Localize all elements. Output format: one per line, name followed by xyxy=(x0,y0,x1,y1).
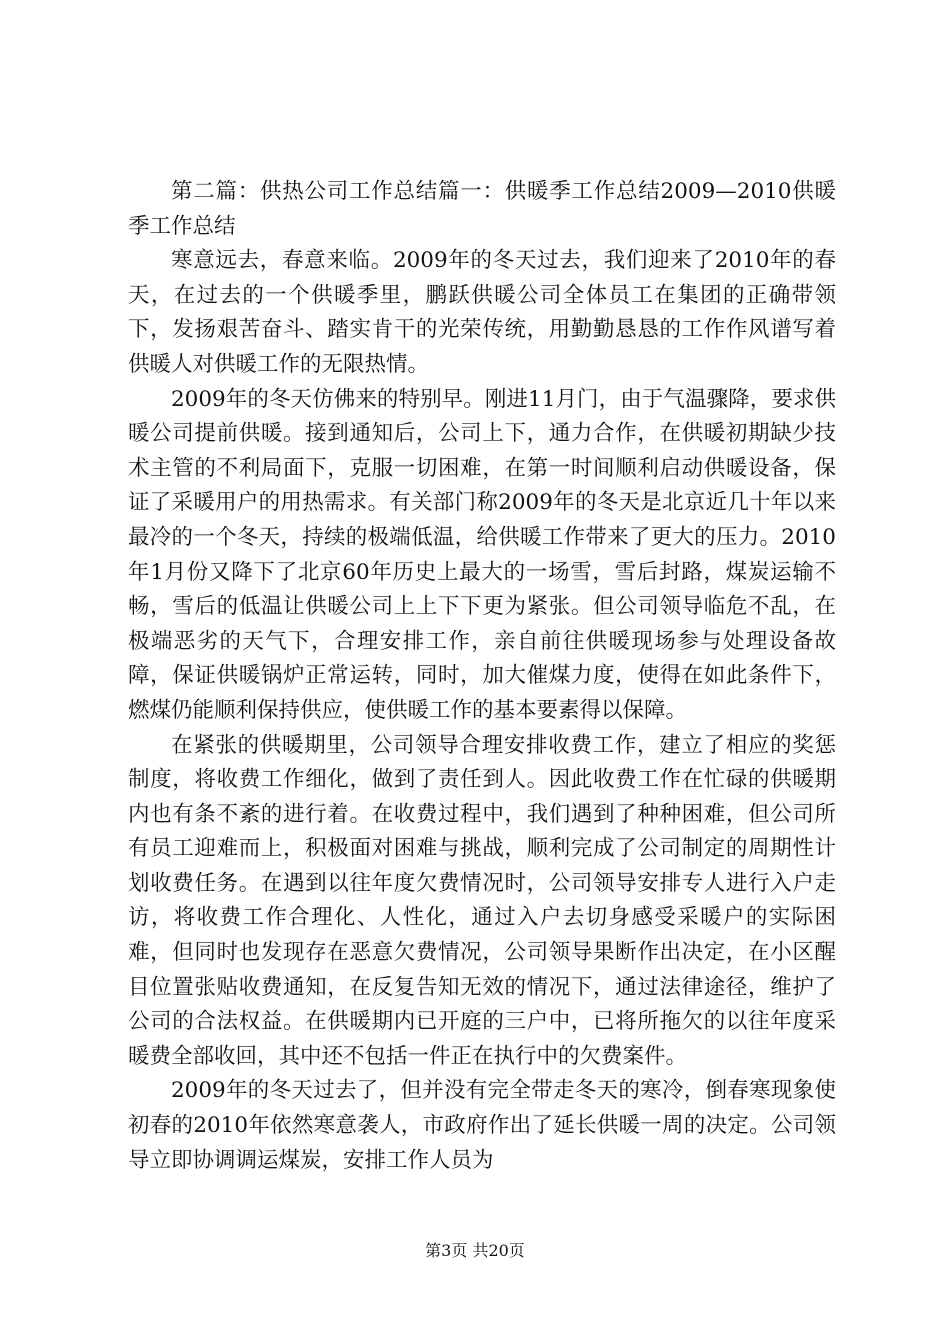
page-footer: 第3页 共20页 xyxy=(425,1241,525,1260)
paragraph: 2009年的冬天仿佛来的特别早。刚进11月门，由于气温骤降，要求供暖公司提前供暖。接到通知后，公司上下，通力合作，在供暖初期缺少技术主管的不利局面下，克服一切困难，在第一时间顺利启动供暖设备，保证了采暖用户的用热需求。有关部门称2009年的冬天是北京近几十年以来最冷的一个冬天，持续的极端低温，给供暖工作带来了更大的压力。2010年1月份又降下了北京60年历史上最大的一场雪，雪后封路，煤炭运输不畅，雪后的低温让供暖公司上上下下更为紧张。但公司领导临危不乱，在极端恶劣的天气下，合理安排工作，亲自前往供暖现场参与处理设备故障，保证供暖锅炉正常运转，同时，加大催煤力度，使得在如此条件下，燃煤仍能顺利保持供应，使供暖工作的基本要素得以保障。 xyxy=(128,386,836,723)
document-body xyxy=(128,175,836,1178)
paragraph: 寒意远去，春意来临。2009年的冬天过去，我们迎来了2010年的春天，在过去的一个供暖季里，鹏跃供暖公司全体员工在集团的正确带领下，发扬艰苦奋斗、踏实肯干的光荣传统，用勤勤恳恳的工作作风谱写着供暖人对供暖工作的无限热情。 xyxy=(128,248,836,377)
paragraph: 2009年的冬天过去了，但并没有完全带走冬天的寒冷，倒春寒现象使初春的2010年依然寒意袭人，市政府作出了延长供暖一周的决定。公司领导立即协调调运煤炭，安排工作人员为 xyxy=(128,1078,836,1173)
document-title: 第二篇：供热公司工作总结篇一：供暖季工作总结2009—2010供暖季工作总结 xyxy=(128,179,836,239)
paragraph: 在紧张的供暖期里，公司领导合理安排收费工作，建立了相应的奖惩制度，将收费工作细化，做到了责任到人。因此收费工作在忙碌的供暖期内也有条不紊的进行着。在收费过程中，我们遇到了种种困难，但公司所有员工迎难而上，积极面对困难与挑战，顺利完成了公司制定的周期性计划收费任务。在遇到以往年度欠费情况时，公司领导安排专人进行入户走访，将收费工作合理化、人性化，通过入户去切身感受采暖户的实际困难，但同时也发现存在恶意欠费情况，公司领导果断作出决定，在小区醒目位置张贴收费通知，在反复告知无效的情况下，通过法律途径，维护了公司的合法权益。在供暖期内已开庭的三户中，已将所拖欠的以往年度采暖费全部收回，其中还不包括一件正在执行中的欠费案件。 xyxy=(128,732,836,1069)
